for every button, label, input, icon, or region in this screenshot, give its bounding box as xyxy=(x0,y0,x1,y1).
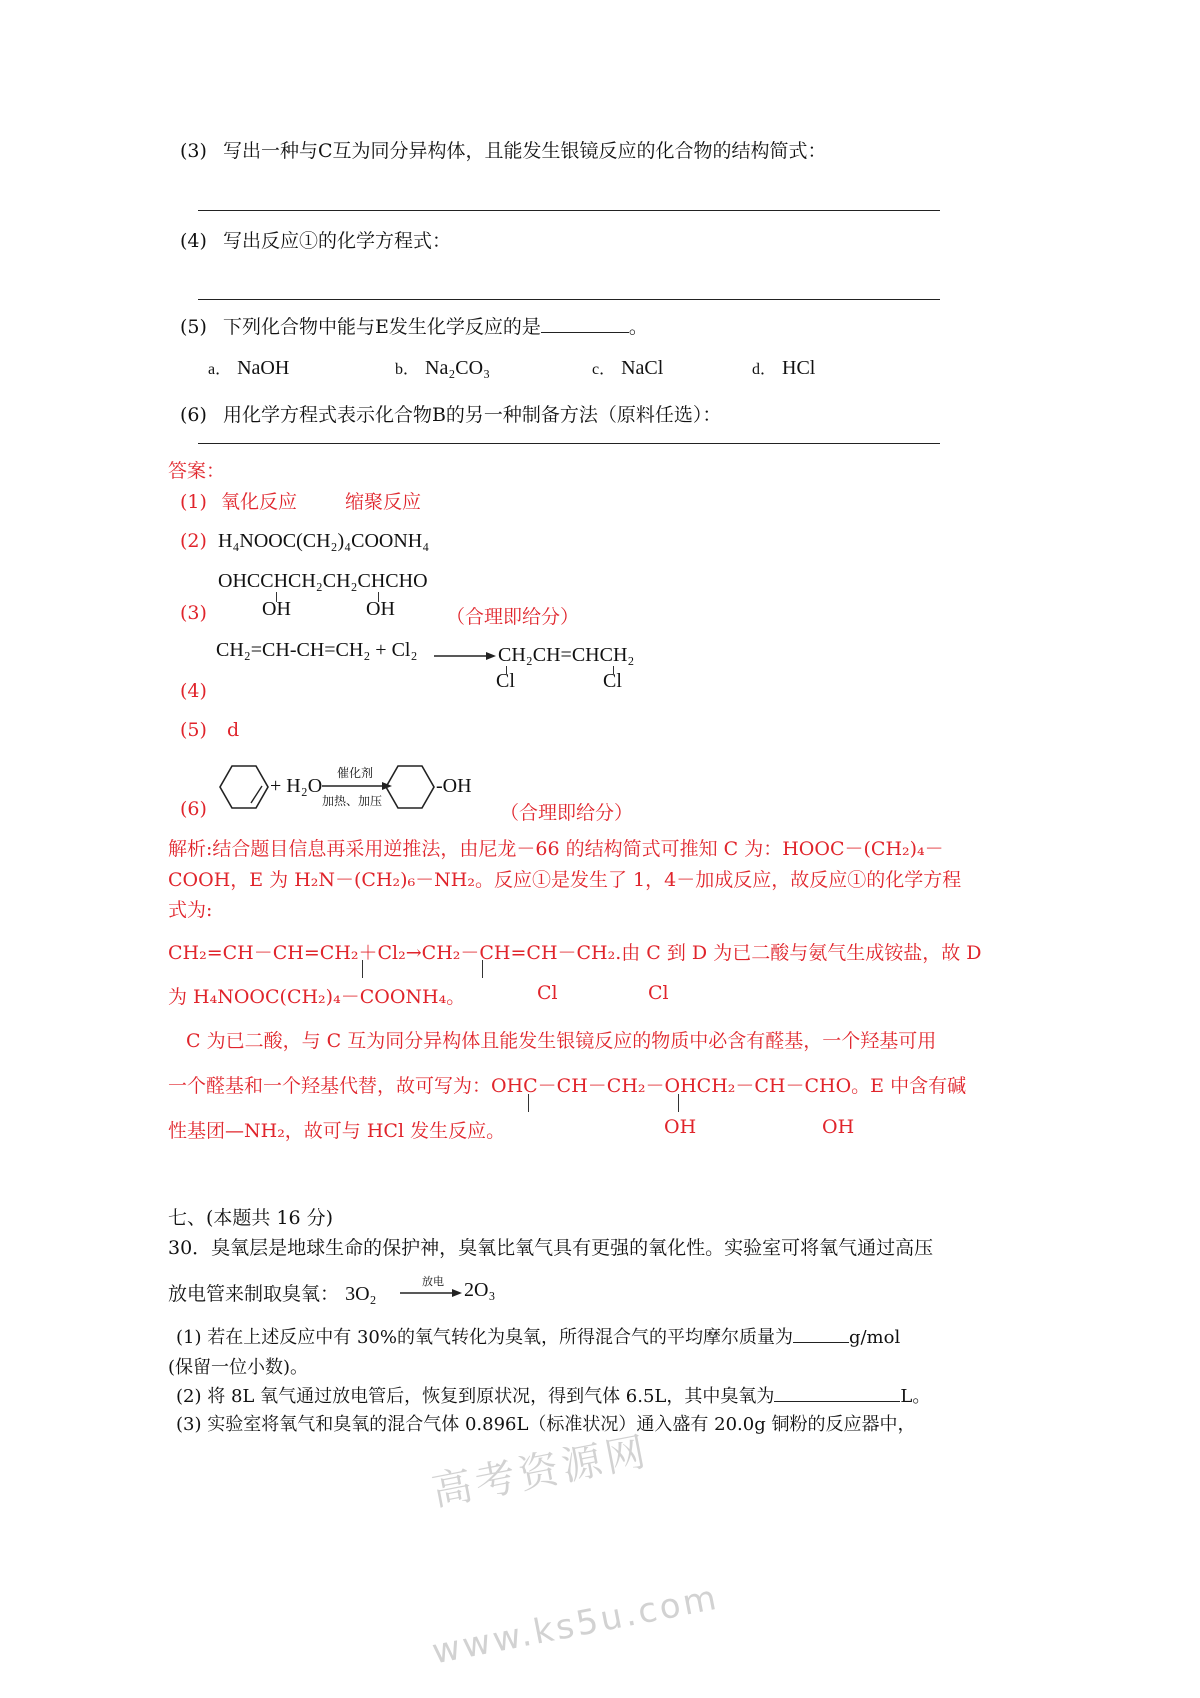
question-30-line-1: 30．臭氧层是地球生命的保护神，臭氧比氧气具有更强的氧化性。实验室可将氧气通过高压 xyxy=(168,1237,934,1259)
sub-question-2 xyxy=(176,1382,930,1408)
sub-question-1 xyxy=(176,1323,900,1349)
question-30-text: 放电管来制取臭氧： xyxy=(168,1283,340,1305)
cyclohexene-ring xyxy=(218,764,270,810)
question-5-text: 下列化合物中能与E发生化学反应的是 xyxy=(222,316,541,338)
reaction-right: 2O₃ xyxy=(464,1279,496,1301)
analysis-bond-2 xyxy=(482,960,483,978)
answer-5-value: d xyxy=(226,719,240,741)
option-b-letter: b． xyxy=(395,361,420,378)
option-c-letter: c． xyxy=(592,361,616,378)
answer-6-condition-top: 催化剂 xyxy=(337,766,374,780)
analysis-oh-1: OH xyxy=(664,1116,697,1138)
answer-1-part2: 缩聚反应 xyxy=(345,491,422,513)
analysis-bond-1 xyxy=(362,960,363,978)
analysis-cl-1: Cl xyxy=(537,982,558,1004)
sub-question-1-line-2: (保留一位小数)。 xyxy=(168,1357,309,1378)
option-c[interactable] xyxy=(592,356,663,380)
answer-6-label: (6) xyxy=(180,798,207,820)
analysis-line-5: 为 H₄NOOC(CH₂)₄－COONH₄。 xyxy=(168,986,466,1008)
option-b-formula: Na₂CO₃ xyxy=(425,357,491,379)
answer-6-note: （合理即给分） xyxy=(500,802,634,824)
answer-6-arrow xyxy=(322,780,392,792)
answer-3-note: （合理即给分） xyxy=(446,606,580,628)
answer-3-oh-2: OH xyxy=(366,598,395,620)
watermark-chinese: 高考资源网 xyxy=(428,1428,654,1516)
analysis-line-6: C 为已二酸，与 C 互为同分异构体且能发生银镜反应的物质中必含有醛基，一个羟基可用 xyxy=(186,1030,937,1052)
reaction-condition: 放电 xyxy=(422,1275,444,1288)
question-3-label: (3) xyxy=(180,140,207,162)
answer-4-reactants: CH₂=CH-CH=CH₂ + Cl₂ xyxy=(216,639,418,661)
answer-line-3[interactable] xyxy=(198,210,940,211)
analysis-line-4: CH₂=CH－CH=CH₂＋Cl₂→CH₂－CH=CH－CH₂.由 C 到 D 为已二酸与氨气生成铵盐，故 D xyxy=(168,942,982,964)
sub-question-3: (3) 实验室将氧气和臭氧的混合气体 0.896L（标准状况）通入盛有 20.0g 铜粉的反应器中， xyxy=(176,1414,916,1435)
analysis-oh-2: OH xyxy=(822,1116,855,1138)
answer-4-arrow xyxy=(434,650,496,662)
analysis-line-7: 一个醛基和一个羟基代替，故可写为：OHC－CH－CH₂－OHCH₂－CH－CHO。E 中含有碱 xyxy=(168,1075,967,1097)
answer-title: 答案： xyxy=(168,460,226,482)
option-c-formula: NaCl xyxy=(621,357,664,379)
answer-1-label: (1) xyxy=(180,491,207,513)
question-6-label: (6) xyxy=(180,404,207,426)
answer-3-formula: OHCCHCH₂CH₂CHCHO xyxy=(218,570,428,592)
answer-4-cl-2: Cl xyxy=(603,670,622,692)
answer-blank-5[interactable] xyxy=(541,312,629,333)
answer-line-4[interactable] xyxy=(198,299,940,300)
reaction-arrow xyxy=(400,1287,462,1299)
answer-4-label: (4) xyxy=(180,680,207,702)
question-4-text: 写出反应①的化学方程式： xyxy=(222,230,451,252)
analysis-cl-2: Cl xyxy=(648,982,669,1004)
option-d-letter: d． xyxy=(752,361,777,378)
analysis-bond-3 xyxy=(528,1094,529,1112)
answer-3-label: (3) xyxy=(180,602,207,624)
question-4 xyxy=(180,226,451,253)
question-4-label: (4) xyxy=(180,230,207,252)
option-a-formula: NaOH xyxy=(237,357,290,379)
answer-4-product: CH₂CH=CHCH₂ xyxy=(498,644,635,666)
cyclohexane-ring xyxy=(384,764,436,810)
option-a[interactable] xyxy=(208,356,289,380)
sub-question-2-text: (2) 将 8L 氧气通过放电管后，恢复到原状况，得到气体 6.5L，其中臭氧为 xyxy=(176,1386,775,1407)
question-5-end: 。 xyxy=(628,316,648,338)
question-6-text: 用化学方程式表示化合物B的另一种制备方法（原料任选）： xyxy=(222,404,722,426)
sub-question-1-text: (1) 若在上述反应中有 30%的氧气转化为臭氧，所得混合气的平均摩尔质量为 xyxy=(176,1327,793,1348)
analysis-line-1: 解析:结合题目信息再采用逆推法，由尼龙－66 的结构简式可推知 C 为：HOOC－(CH₂)₄－ xyxy=(168,838,944,860)
answer-6-condition-bottom: 加热、加压 xyxy=(322,794,383,808)
sub-question-1-unit: g/mol xyxy=(848,1327,901,1348)
answer-1-part1: 氧化反应 xyxy=(220,491,297,513)
answer-1 xyxy=(180,487,421,514)
question-5 xyxy=(180,312,648,339)
option-d[interactable] xyxy=(752,356,815,380)
answer-blank-s2[interactable] xyxy=(774,1383,900,1402)
option-d-formula: HCl xyxy=(782,357,816,379)
analysis-line-8: 性基团—NH₂，故可与 HCl 发生反应。 xyxy=(168,1120,506,1142)
option-b[interactable] xyxy=(395,356,490,380)
watermark-url: www.ks5u.com xyxy=(428,1577,723,1673)
question-5-label: (5) xyxy=(180,316,207,338)
answer-6-oh: -OH xyxy=(436,775,472,797)
analysis-line-2: COOH，E 为 H₂N－(CH₂)₆－NH₂。反应①是发生了 1，4－加成反应，故反应①的化学方程 xyxy=(168,869,962,891)
option-a-letter: a． xyxy=(208,361,232,378)
answer-line-6[interactable] xyxy=(198,443,940,444)
question-3 xyxy=(180,136,827,163)
answer-2-formula: H₄NOOC(CH₂)₄COONH₄ xyxy=(218,530,430,552)
section-7-header: 七、(本题共 16 分) xyxy=(168,1207,334,1229)
reaction-left: 3O₂ xyxy=(345,1283,377,1305)
analysis-line-3: 式为: xyxy=(168,899,213,921)
question-3-text: 写出一种与C互为同分异构体，且能发生银镜反应的化合物的结构简式： xyxy=(222,140,827,162)
answer-5 xyxy=(180,719,239,741)
answer-4-cl-1: Cl xyxy=(496,670,515,692)
question-30-line-2 xyxy=(168,1279,376,1306)
sub-question-2-unit: L。 xyxy=(900,1386,931,1407)
answer-5-label: (5) xyxy=(180,719,207,741)
question-6 xyxy=(180,400,721,427)
analysis-bond-4 xyxy=(678,1094,679,1112)
answer-2-label: (2) xyxy=(180,530,207,552)
answer-blank-s1[interactable] xyxy=(793,1324,849,1343)
answer-6-water: + H₂O xyxy=(270,775,323,797)
answer-3-oh-1: OH xyxy=(262,598,291,620)
